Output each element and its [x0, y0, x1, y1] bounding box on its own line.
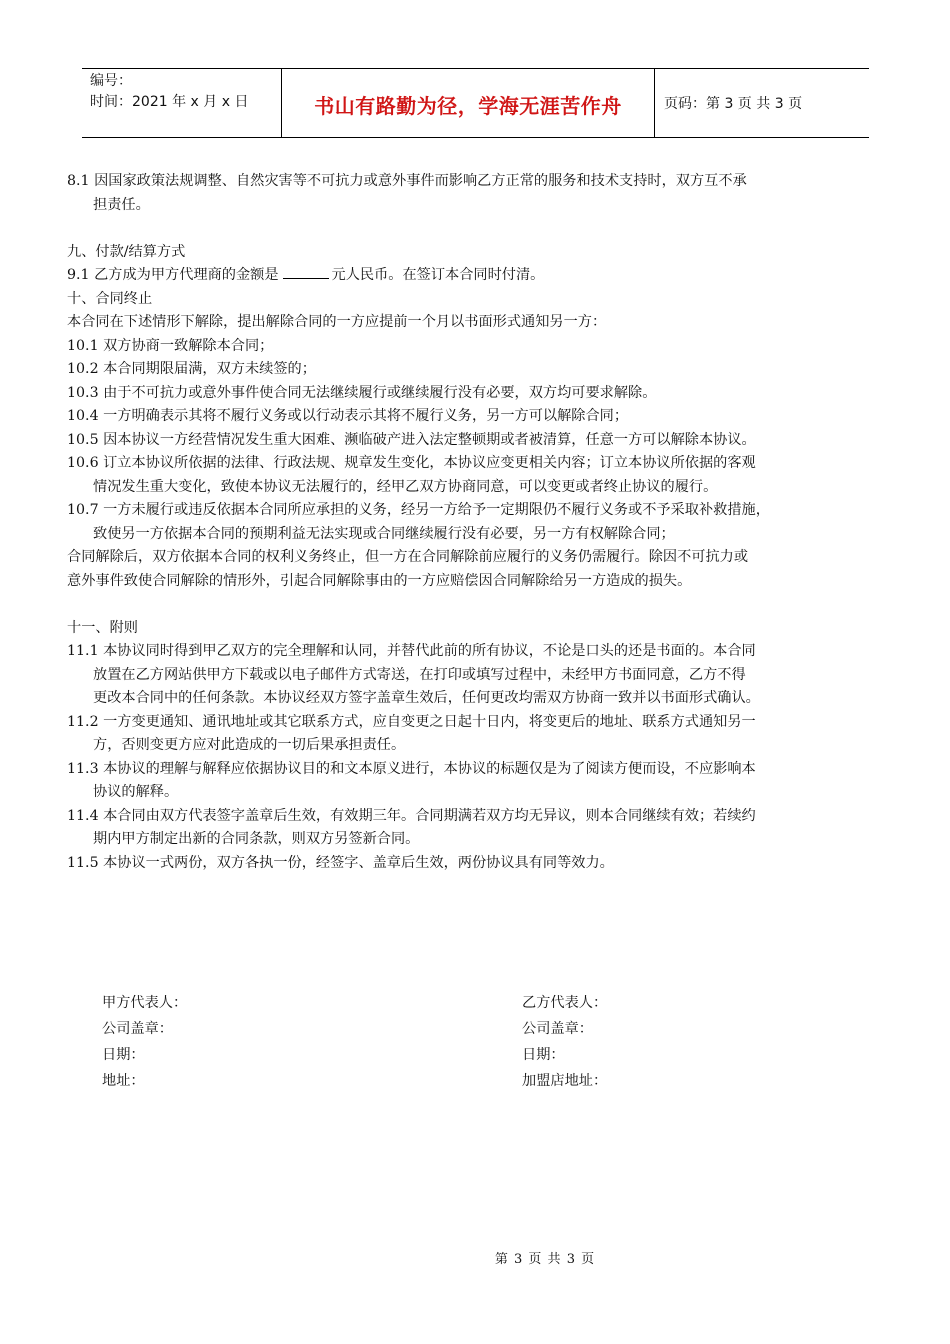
section-10-after-cont: 意外事件致使合同解除的情形外，引起合同解除事由的一方应赔偿因合同解除给另一方造成的损失。: [67, 572, 692, 589]
header-meta: [82, 69, 282, 137]
clause-11-2: 11.2 一方变更通知、通讯地址或其它联系方式，应自变更之日起十日内，将变更后的地址、联系方式通知另一: [67, 713, 756, 730]
clause-10-2: 10.2 本合同期限届满，双方未续签的；: [67, 361, 316, 377]
section-10-after: 合同解除后，双方依据本合同的权利义务终止，但一方在合同解除前应履行的义务仍需履行。除因不可抗力或: [67, 549, 749, 565]
clause-10-4: 10.4 一方明确表示其将不履行义务或以行动表示其将不履行义务，另一方可以解除合同；: [67, 408, 629, 424]
contract-body: [67, 170, 887, 875]
clause-9-1-post: 元人民币。在签订本合同时付清。: [331, 267, 545, 283]
clause-10-6: 10.6 订立本协议所依据的法律、行政法规、规章发生变化，本协议应变更相关内容；订立本协议所依据的客观: [67, 455, 756, 471]
clause-11-1: 11.1 本协议同时得到甲乙双方的完全理解和认同，并替代此前的所有协议，不论是口头的还是书面的。本合同: [67, 643, 756, 659]
page-header: [82, 68, 869, 138]
clause-9-1-pre: 9.1 乙方成为甲方代理商的金额是: [67, 267, 279, 283]
clause-11-4: 11.4 本合同由双方代表签字盖章后生效，有效期三年。合同期满若双方均无异议，则本合同继续有效；若续约: [67, 807, 756, 824]
party-a-date-label: 日期：: [102, 1047, 145, 1063]
header-motto: 书山有路勤为径，学海无涯苦作舟: [282, 69, 655, 137]
party-a-rep-label: 甲方代表人：: [102, 995, 188, 1011]
clause-10-7-cont: 致使另一方依据本合同的预期利益无法实现或合同继续履行没有必要，另一方有权解除合同；: [93, 525, 675, 542]
clause-10-1: 10.1 双方协商一致解除本合同；: [67, 337, 274, 354]
clause-10-6-cont: 情况发生重大变化，致使本协议无法履行的，经甲乙双方协商同意，可以变更或者终止协议的履行。: [93, 478, 718, 495]
amount-blank: [283, 264, 329, 279]
signature-party-b: [522, 990, 607, 1094]
header-page-info: 页码：第 3 页 共 3 页: [664, 96, 803, 112]
party-a-seal-label: 公司盖章：: [102, 1021, 173, 1037]
document-number-label: 编号：: [90, 73, 132, 89]
party-b-rep-label: 乙方代表人：: [522, 995, 608, 1011]
section-9-title: 九、付款/结算方式: [67, 243, 186, 260]
section-11-title: 十一、附则: [67, 619, 138, 636]
section-10-title: 十、合同终止: [67, 290, 153, 307]
clause-8-1-cont: 担责任。: [93, 196, 150, 213]
party-b-seal-label: 公司盖章：: [522, 1021, 593, 1037]
clause-9-1: [67, 264, 887, 288]
clause-11-4-cont: 期内甲方制定出新的合同条款，则双方另签新合同。: [93, 831, 420, 847]
party-b-date-label: 日期：: [522, 1047, 565, 1063]
clause-11-3: 11.3 本协议的理解与解释应依据协议目的和文本原义进行，本协议的标题仅是为了阅读方便而设，不应影响本: [67, 760, 756, 777]
clause-10-5: 10.5 因本协议一方经营情况发生重大困难、濒临破产进入法定整顿期或者被清算，任意一方可以解除本协议。: [67, 431, 756, 448]
clause-11-5: 11.5 本协议一式两份，双方各执一份，经签字、盖章后生效，两份协议具有同等效力。: [67, 854, 614, 871]
party-b-address-label: 加盟店地址：: [522, 1073, 608, 1089]
clause-10-3: 10.3 由于不可抗力或意外事件使合同无法继续履行或继续履行没有必要，双方均可要求解除。: [67, 384, 657, 401]
party-a-address-label: 地址：: [102, 1073, 145, 1089]
clause-11-2-cont: 方，否则变更方应对此造成的一切后果承担责任。: [93, 737, 406, 753]
section-10-intro: 本合同在下述情形下解除，提出解除合同的一方应提前一个月以书面形式通知另一方：: [67, 314, 607, 330]
clause-10-7: 10.7 一方未履行或违反依据本合同所应承担的义务，经另一方给予一定期限仍不履行义务或不予采取补救措施，: [67, 502, 770, 518]
clause-11-1-cont-2: 更改本合同中的任何条款。本协议经双方签字盖章生效后，任何更改均需双方协商一致并以书面形式确认。: [93, 690, 760, 706]
clause-8-1: 8.1 因国家政策法规调整、自然灾害等不可抗力或意外事件而影响乙方正常的服务和技术支持时，双方互不承: [67, 173, 747, 189]
clause-11-1-cont-1: 放置在乙方网站供甲方下载或以电子邮件方式寄送，在打印或填写过程中，未经甲方书面同意，乙方不得: [93, 666, 746, 683]
page-footer: 第 3 页 共 3 页: [494, 1252, 596, 1267]
clause-11-3-cont: 协议的解释。: [93, 784, 179, 800]
document-time-label: 时间：2021 年 x 月 x 日: [90, 94, 249, 110]
signature-party-a: [102, 990, 187, 1094]
